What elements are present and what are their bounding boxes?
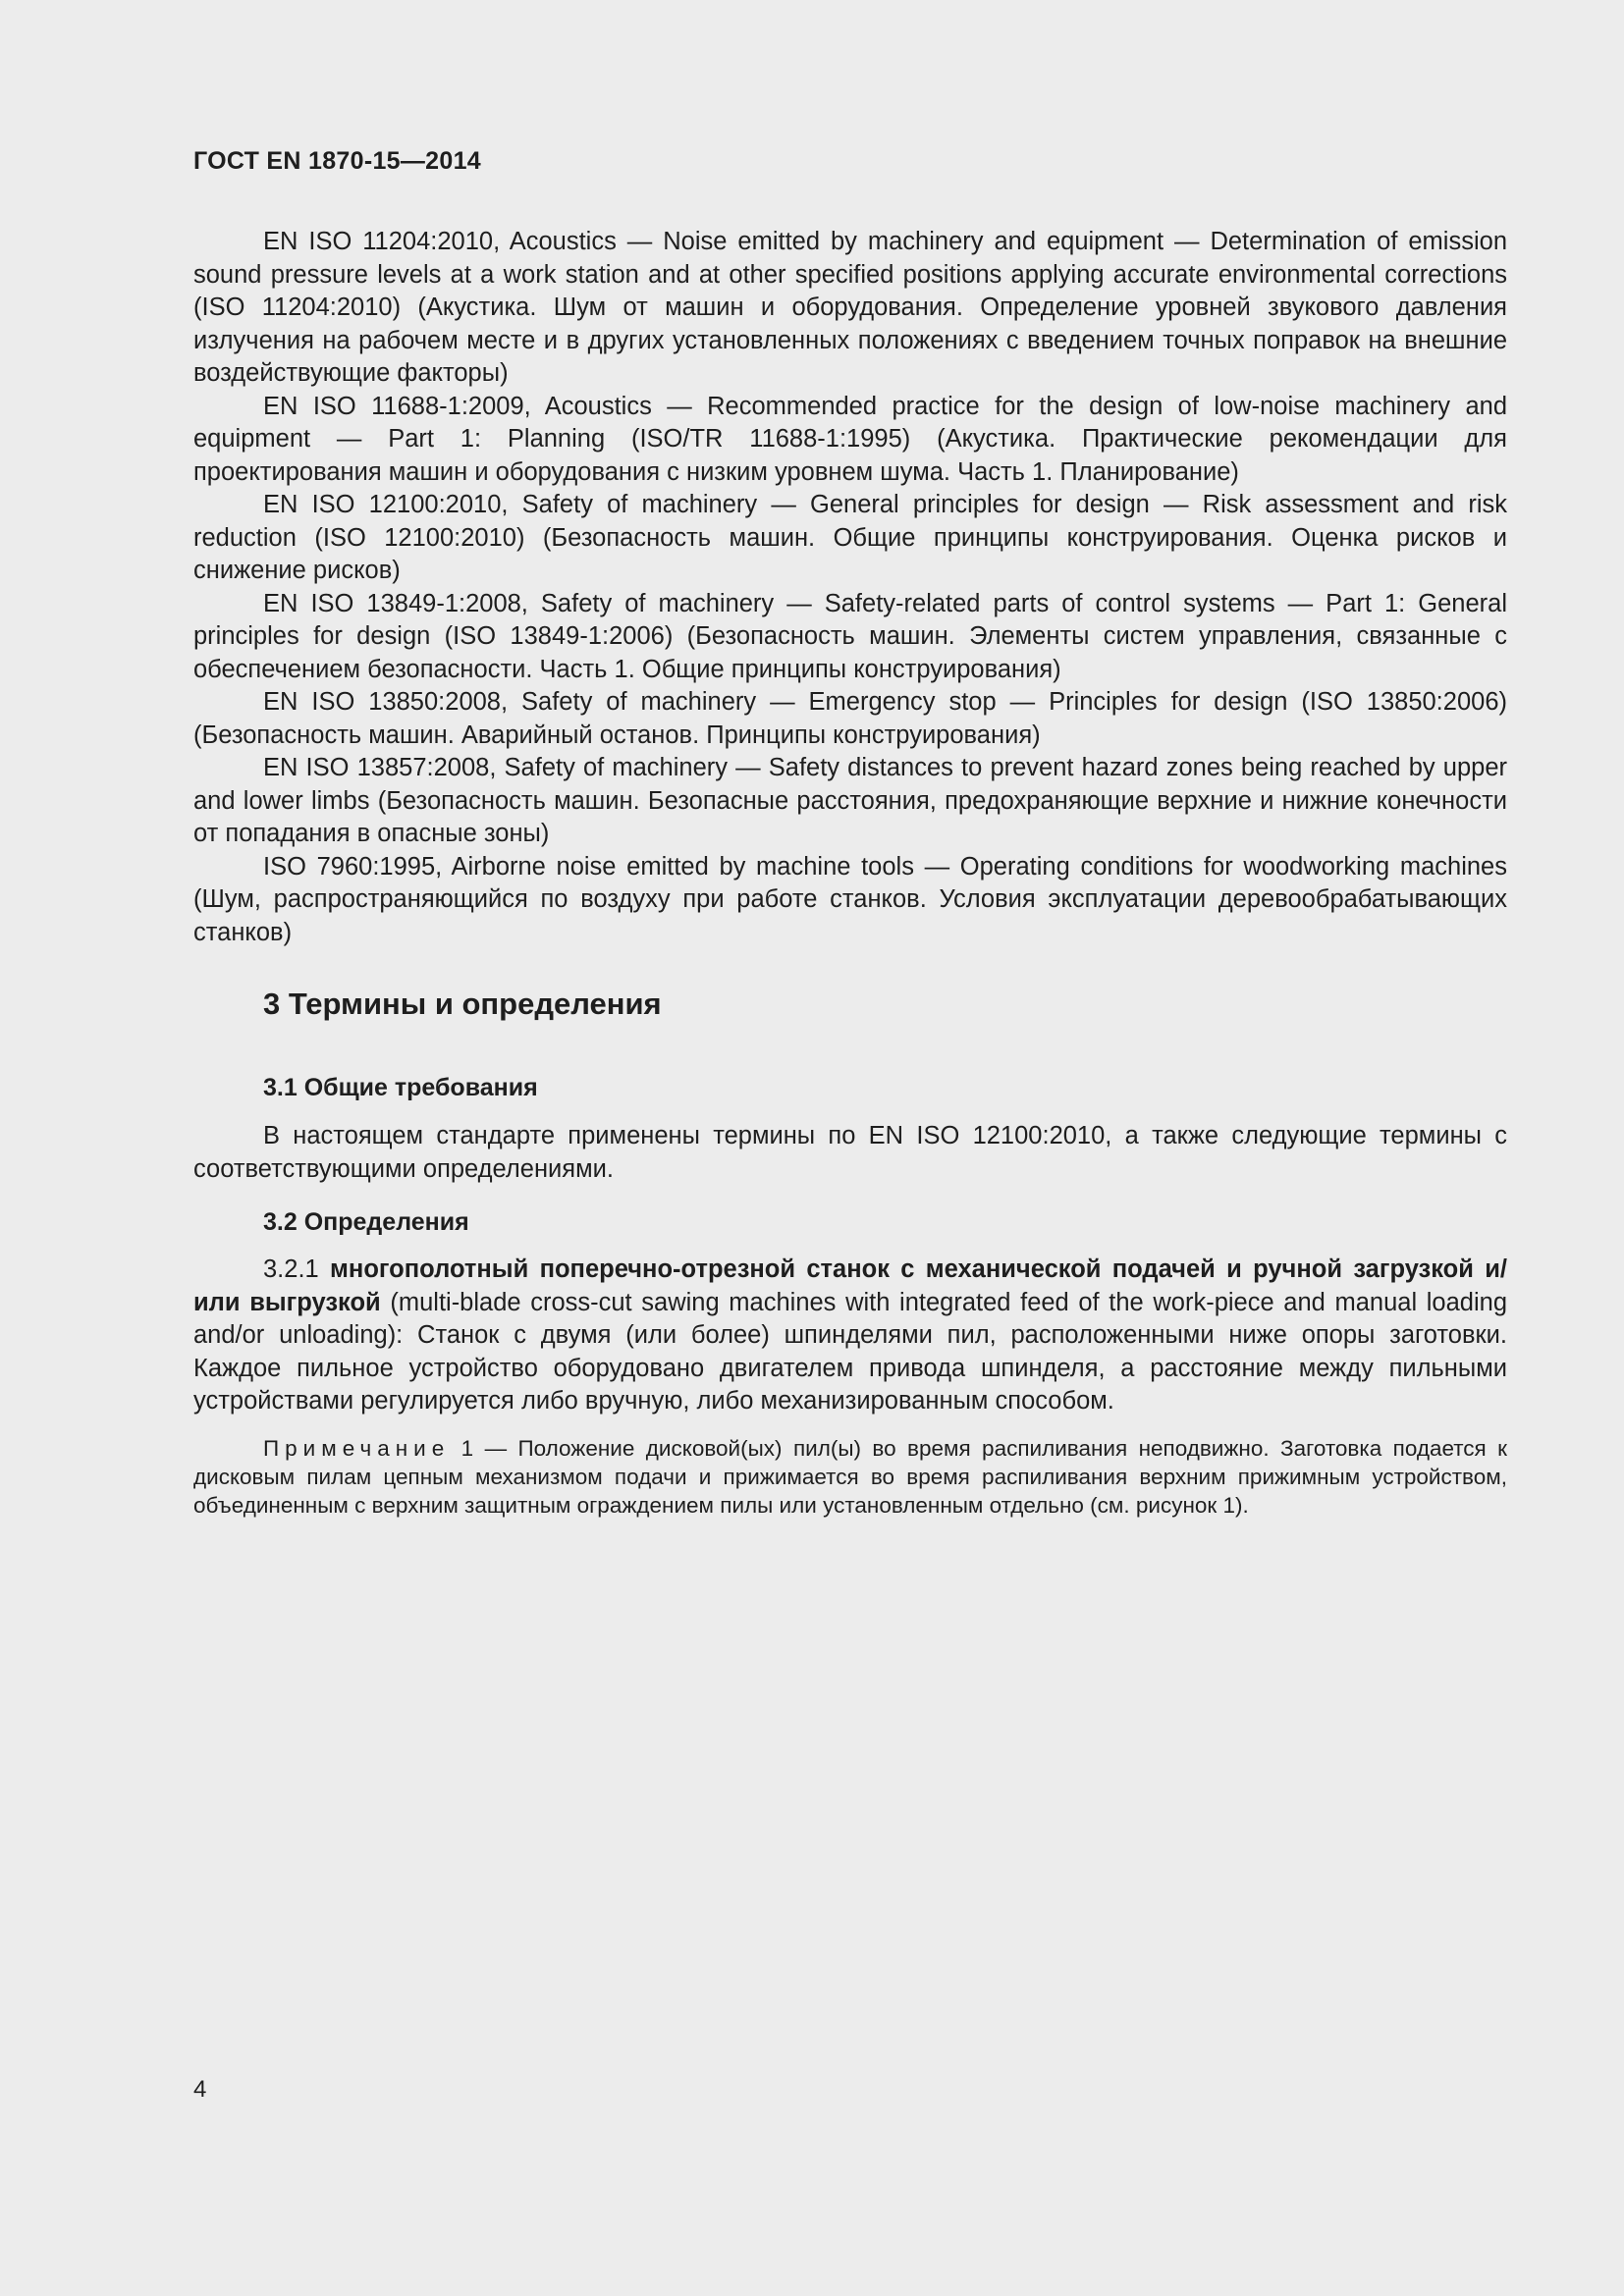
reference-item: EN ISO 13857:2008, Safety of machinery — Safety distances to prevent hazard zones being reached by upper and lower limbs (Безопасность машин. Безопасные расстояния, предохраняющие верхние и нижние конечности от попадания в опасные зоны): [193, 754, 1507, 847]
subsection-3-1-title: 3.1 Общие требования: [263, 1074, 538, 1101]
section-3-title: 3 Термины и определения: [263, 987, 662, 1021]
note-label: Примечание: [263, 1436, 451, 1461]
subsection-3-1-text: В настоящем стандарте применены термины по EN ISO 12100:2010, а также следующие термины с соответствующими определениями.: [193, 1122, 1507, 1183]
reference-item: ISO 7960:1995, Airborne noise emitted by machine tools — Operating conditions for woodworking machines (Шум, распространяющийся по воздуху при работе станков. Условия эксплуатации деревообрабатывающих станков): [193, 852, 1507, 946]
reference-item: EN ISO 11204:2010, Acoustics — Noise emitted by machinery and equipment — Determination of emission sound pressure levels at a work station and at other specified positions applying accurate environmental corrections (ISO 11204:2010) (Акустика. Шум от машин и оборудования. Определение уровней звукового давления излучения на рабочем месте и в других установленных положениях с введением точных поправок на внешние воздействующие факторы): [193, 228, 1507, 387]
note-text: 1 — Положение дисковой(ых) пил(ы) во время распиливания неподвижно. Заготовка подается к дисковым пилам цепным механизмом подачи и прижимается во время распиливания верхним прижимным устройством, объединенным с верхним защитным ограждением пилы или установленным отдельно (см. рисунок 1).: [193, 1436, 1507, 1518]
term-name: многополотный поперечно-отрезной станок с механической подачей и ручной загрузкой и/или выгрузкой: [193, 1255, 1507, 1316]
term-definition-3-2-1: [193, 1254, 1507, 1418]
subsection-3-2-title: 3.2 Определения: [263, 1208, 469, 1236]
term-number: 3.2.1: [263, 1255, 331, 1283]
reference-item: EN ISO 11688-1:2009, Acoustics — Recommended practice for the design of low-noise machinery and equipment — Part 1: Planning (ISO/TR 11688-1:1995) (Акустика. Практические рекомендации для проектирования машин и оборудования с низким уровнем шума. Часть 1. Планирование): [193, 392, 1507, 486]
note-1: [193, 1434, 1507, 1520]
reference-item: EN ISO 13849-1:2008, Safety of machinery — Safety-related parts of control systems — Part 1: General principles for design (ISO 13849-1:2006) (Безопасность машин. Элементы систем управления, связанные с обеспечением безопасности. Часть 1. Общие принципы конструирования): [193, 589, 1507, 683]
reference-item: EN ISO 13850:2008, Safety of machinery — Emergency stop — Principles for design (ISO 13850:2006) (Безопасность машин. Аварийный останов. Принципы конструирования): [193, 688, 1507, 749]
term-description: (multi-blade cross-cut sawing machines with integrated feed of the work-piece and manual loading and/or unloading): Станок с двумя (или более) шпинделями пил, расположенными ниже опоры заготовки. Каждое пильное устройство оборудовано двигателем привода шпинделя, а расстояние между пильными устройствами регулируется либо вручную, либо механизированным способом.: [193, 1288, 1507, 1415]
document-code-header: ГОСТ EN 1870-15—2014: [193, 147, 481, 175]
reference-item: EN ISO 12100:2010, Safety of machinery — General principles for design — Risk assessment and risk reduction (ISO 12100:2010) (Безопасность машин. Общие принципы конструирования. Оценка рисков и снижение рисков): [193, 491, 1507, 584]
page-number: 4: [193, 2076, 207, 2103]
normative-references-list: [193, 226, 1507, 949]
